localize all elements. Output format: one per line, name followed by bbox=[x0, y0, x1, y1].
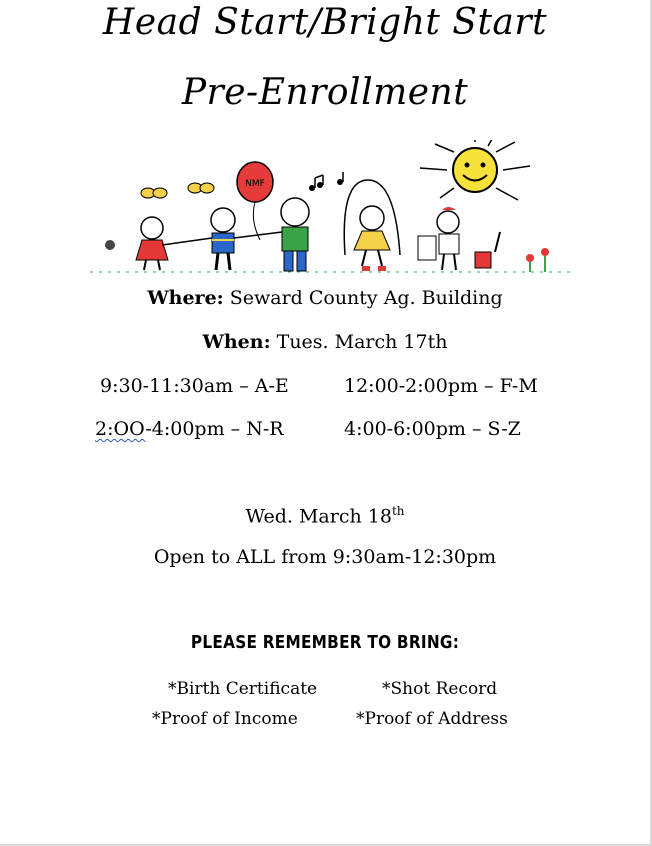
child-figure-1 bbox=[136, 217, 168, 270]
child-figure-2 bbox=[162, 208, 235, 270]
where-line bbox=[0, 287, 650, 309]
when-value: Tues. March 17th bbox=[270, 331, 448, 353]
bring-heading: PLEASE REMEMBER TO BRING: bbox=[190, 632, 460, 653]
schedule-slot-2: 12:00-2:00pm – F-M bbox=[344, 375, 538, 397]
schedule-slot-3-rest: -4:00pm – N-R bbox=[145, 418, 284, 440]
butterfly-icon bbox=[141, 183, 214, 198]
bring-item-shot-record: *Shot Record bbox=[382, 679, 498, 699]
title-line-2: Pre-Enrollment bbox=[181, 72, 469, 113]
wednesday-suffix: th bbox=[391, 504, 405, 518]
where-value: Seward County Ag. Building bbox=[223, 287, 503, 309]
bring-item-proof-of-income: *Proof of Income bbox=[152, 709, 298, 729]
schedule-slot-1: 9:30-11:30am – A-E bbox=[100, 375, 289, 397]
when-label: When: bbox=[202, 331, 271, 353]
schedule-slot-3 bbox=[95, 418, 284, 440]
title-line-1: Head Start/Bright Start bbox=[102, 2, 548, 43]
schedule-slot-3-prefix: 2:OO bbox=[95, 418, 146, 440]
open-hours-line: Open to ALL from 9:30am-12:30pm bbox=[153, 546, 497, 568]
bring-item-proof-of-address: *Proof of Address bbox=[356, 709, 508, 729]
schedule-slot-4: 4:00-6:00pm – S-Z bbox=[344, 418, 521, 440]
balloon-label: NMF bbox=[245, 179, 265, 189]
wednesday-line bbox=[0, 504, 650, 527]
when-line bbox=[0, 331, 650, 353]
where-label: Where: bbox=[147, 287, 224, 309]
sun-icon bbox=[420, 140, 530, 200]
balloon-icon bbox=[237, 162, 273, 240]
wednesday-date: Wed. March 18 bbox=[245, 505, 392, 528]
music-notes-icon bbox=[309, 172, 343, 191]
child-figure-3 bbox=[234, 198, 309, 271]
child-figure-4 bbox=[354, 206, 390, 271]
children-illustration bbox=[90, 140, 570, 275]
child-figure-5 bbox=[418, 207, 500, 270]
bring-item-birth-certificate: *Birth Certificate bbox=[168, 679, 318, 699]
